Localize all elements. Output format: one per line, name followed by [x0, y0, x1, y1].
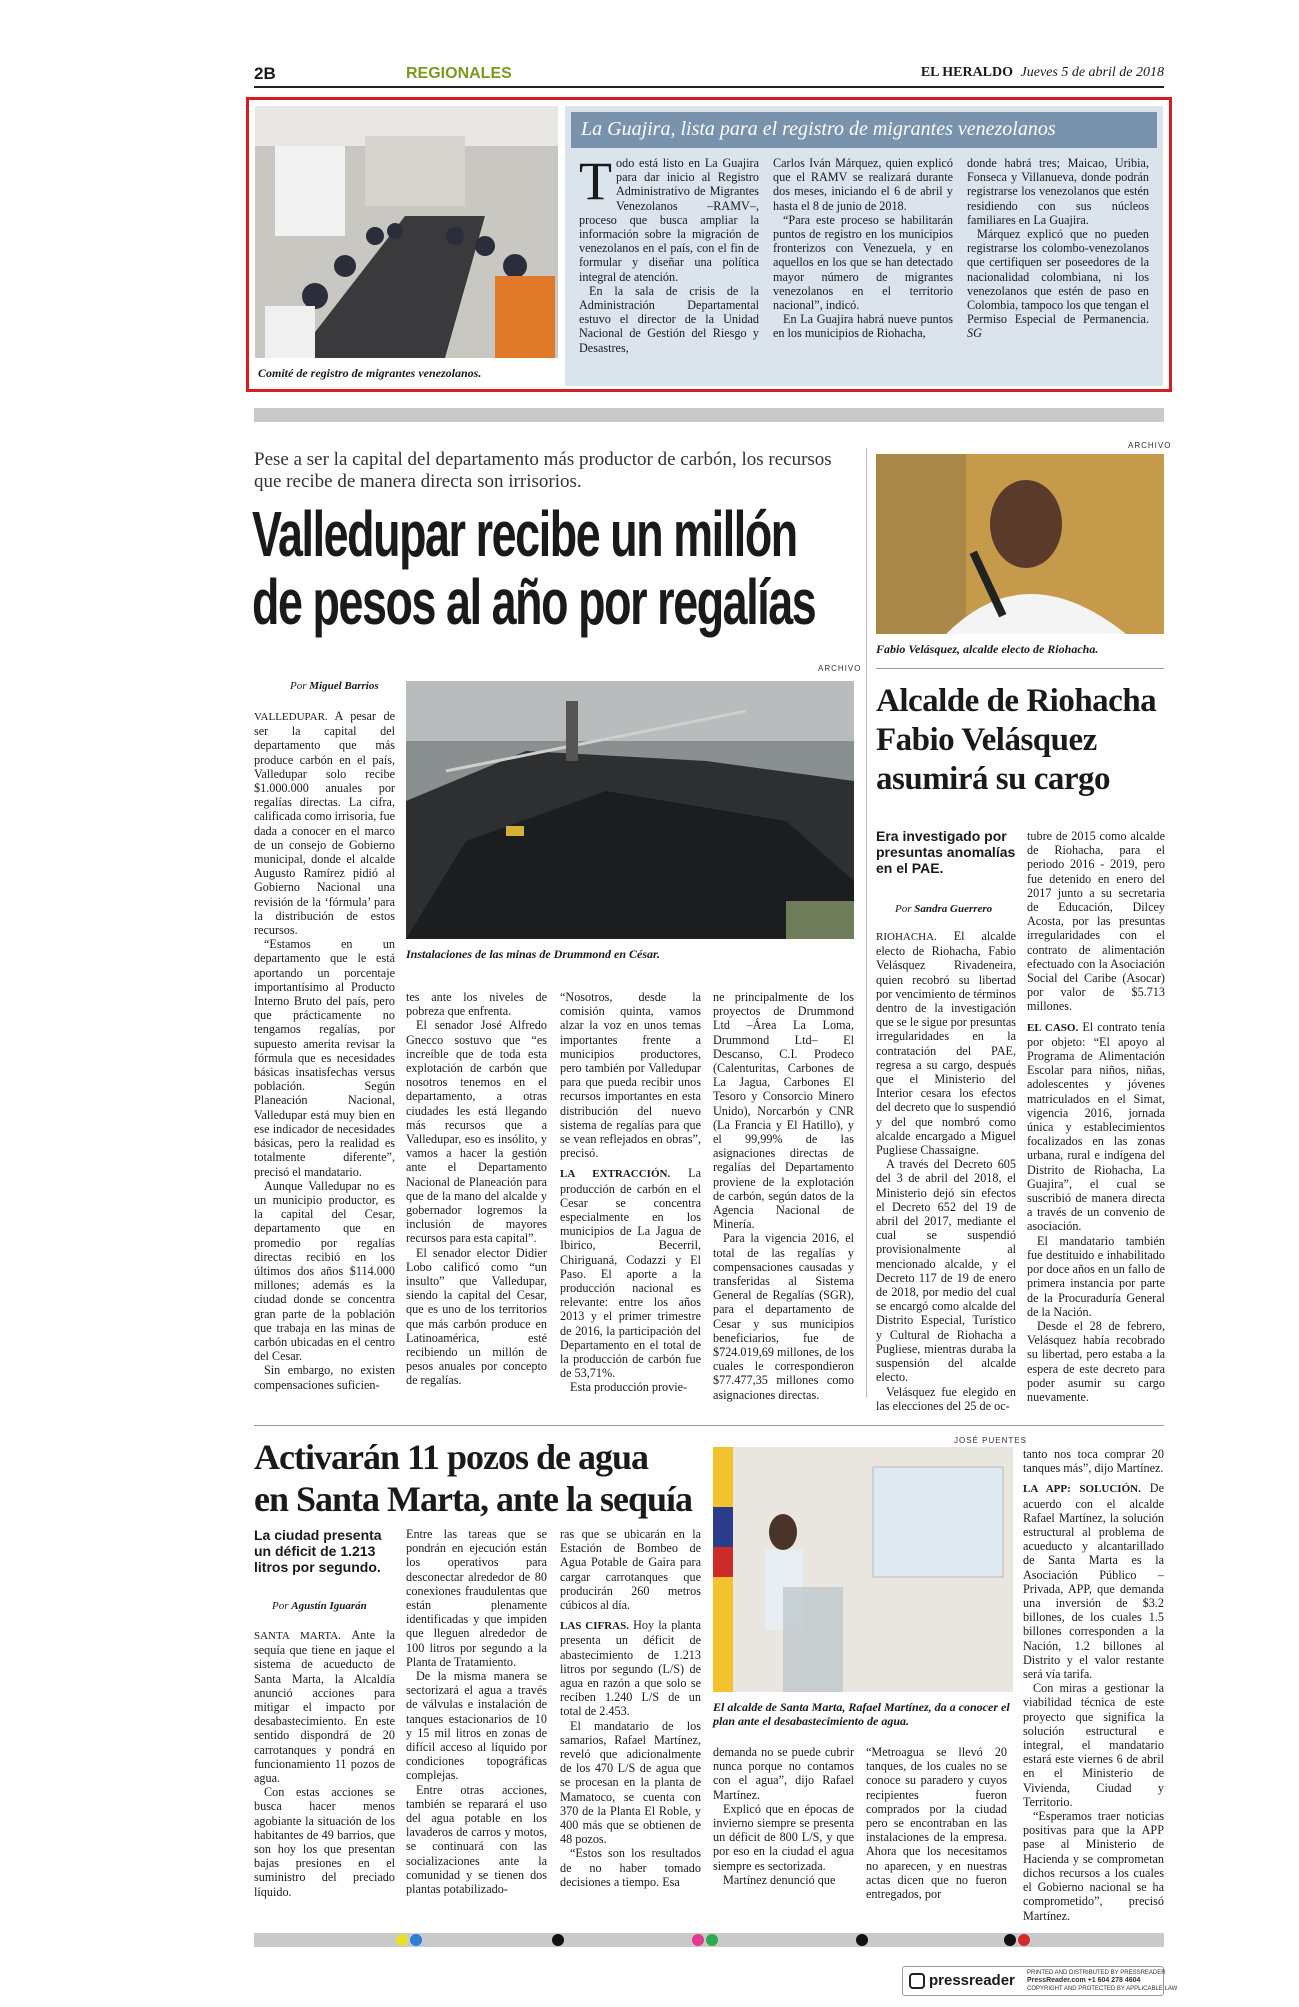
section-name: REGIONALES — [406, 65, 512, 82]
page-header — [254, 62, 1164, 88]
valledupar-col-3: “Nosotros, desde la comisión quinta, vamos alzar la voz en unos temas importantes frente a municipios productores, pero también por Valledupar para que pueda recibir unos recursos importantes en esta distribución del nuevo sistema de regalías para que se vean reflejados en obras”, precisó. LA EXTRACCIÓN. La producción de carbón en el Cesar se concentra especialmente en los municipios de La Jagua de Ibirico, Becerril, Chiriguaná, Codazzi y El Paso. El aporte a la producción nacional es relevante: entre los años 2013 y el primer trimestre de 2016, la participación del Departamento en el total de la producción de carbón fue de 53,71%. Esta producción provie- — [560, 990, 701, 1395]
santa-marta-col-1: SANTA MARTA. Ante la sequía que tiene en jaque el sistema de acueducto de Santa Marta, la Alcaldía anunció acciones para mitigar el impacto por desabastecimiento. En este sentido dispondrá de 20 carrotanques y pondrá en funcionamiento 11 pozos de agua. Con estas acciones se busca hacer menos agobiante la situación de los habitantes de 49 barrios, que son hoy los que presentan bajas presiones en el suministro del preciado líquido. — [254, 1628, 395, 1899]
newspaper-name: EL HERALDO — [920, 65, 1014, 80]
guajira-dropcap: T — [579, 151, 612, 211]
guajira-signature: SG — [967, 326, 982, 341]
registration-dot-green — [706, 1934, 718, 1946]
valledupar-photo-caption: Instalaciones de las minas de Drummond en César. — [406, 947, 661, 961]
santa-marta-col-6: tanto nos toca comprar 20 tanques más”, dijo Martínez. LA APP: SOLUCIÓN. De acuerdo con el alcalde Rafael Martínez, la solución estructural al problema de acueducto y alcantarillado de Santa Marta es la Asociación Público – Privada, APP, que demanda una inversión de $3.2 billones, de los cuales 1.5 billones corresponden a la Nación, 1.2 billones al Distrito y el valor restante será vía tarifa. Con miras a gestionar la viabilidad técnica de este proyecto que significa la solución estructural e integral, el mandatario estará este viernes 6 de abril en el Ministerio de Vivienda, Ciudad y Territorio. “Esperamos traer noticias positivas para que la APP pase al Ministerio de Hacienda y se comprometan dichos recursos a los cuales el Gobierno nacional se ha comprometido”, precisó Martínez. — [1023, 1447, 1165, 1923]
riohacha-headline-rule — [876, 668, 1164, 669]
valledupar-headline-line2: de pesos al año por regalías — [252, 566, 816, 638]
valledupar-headline-line1: Valledupar recibe un millón — [252, 500, 797, 570]
santa-marta-byline: Por Agustín Iguarán — [272, 1600, 367, 1612]
section-divider-1 — [254, 408, 1164, 422]
santa-marta-col-4: demanda no se puede cubrir nunca porque no contamos con el agua”, dijo Rafael Martínez. Explicó que en épocas de invierno siempre se presenta un déficit de 800 L/S, y que por eso en la ciudad el agua siempre es sectorizada. Martínez denunció que — [713, 1745, 854, 1887]
coal-mine-illustration — [406, 681, 854, 939]
masthead — [921, 65, 1164, 81]
registration-dot-red — [1018, 1934, 1030, 1946]
santa-marta-headline-line1: Activarán 11 pozos de agua — [254, 1437, 649, 1477]
santa-marta-subhead-1: LAS CIFRAS. — [560, 1620, 629, 1633]
valledupar-dateline: VALLEDUPAR. — [254, 711, 328, 723]
pressreader-logo-icon — [909, 1973, 925, 1989]
pressreader-badge[interactable] — [902, 1966, 1178, 1996]
riohacha-photo — [876, 454, 1164, 634]
valledupar-photo — [406, 681, 854, 939]
guajira-photo-caption: Comité de registro de migrantes venezolanos. — [258, 366, 482, 380]
portrait-illustration — [876, 454, 1164, 634]
guajira-col-3: donde habrá tres; Maicao, Uribia, Fonseca y Villanueva, donde podrán registrarse los venezolanos que estén residiendo con sus núcleos familiares en La Guajira. Márquez explicó que no pueden registrarse los colombo-venezolanos que certifiquen ser poseedores de la nacionalidad colombiana, ni los venezolanos que estén de paso en Colombia, tampoco los que tengan el Permiso Especial de Permanencia. SG — [967, 156, 1149, 341]
guajira-box — [246, 97, 1172, 392]
santa-marta-headline-line2: en Santa Marta, ante la sequía — [254, 1479, 692, 1519]
santa-marta-col-2: Entre las tareas que se pondrán en ejecución están los operativos para desconectar alrededor de 80 conexiones fraudulentas que están plenamente identificadas y que impiden que lleguen alrededor de 100 litros por segundo a la Planta de Tratamiento. De la misma manera se sectorizará el agua a través de válvulas e instalación de tanques estacionarios de 10 y 15 mil litros en zonas de difícil acceso al líquido por condiciones topográficas complejas. Entre otras acciones, también se reparará el uso del agua potable en los lavaderos de carros y motos, se continuará con las socializaciones ante la comunidad y se tienen dos plantas potabilizado- — [406, 1527, 547, 1897]
guajira-title: La Guajira, lista para el registro de migrantes venezolanos — [581, 118, 1056, 140]
meeting-photo-illustration — [255, 106, 558, 358]
santa-marta-subhead-2: LA APP: SOLUCIÓN. — [1023, 1483, 1141, 1496]
registration-dot-blue — [410, 1934, 422, 1946]
valledupar-headline — [252, 500, 872, 650]
issue-date: Jueves 5 de abril de 2018 — [1020, 65, 1164, 80]
registration-dot-black-1 — [552, 1934, 564, 1946]
riohacha-subhead: EL CASO. — [1027, 1021, 1079, 1034]
valledupar-byline: Por Miguel Barrios — [290, 680, 379, 692]
header-rule — [254, 86, 1164, 88]
riohacha-col-2: tubre de 2015 como alcalde de Riohacha, para el periodo 2016 - 2019, pero fue detenido en enero del 2017 junto a su secretaria de Educación, Dilcey Acosta, por las presuntas irregularidades con el contrato de alimentación efectuado con la Asociación Social del Caribe (Asocar) por valor de $5.713 millones. EL CASO. El contrato tenía por objeto: “El apoyo al Programa de Alimentación Escolar para niños, niñas, adolescentes y jóvenes matriculados en el Simat, vigencia 2016, jornada única y establecimientos focalizados en las zonas urbana, rural e indígena del Distrito de Riohacha, La Guajira”, el cual se suscribió de manera directa a través de un convenio de asociación. El mandatario también fue destituido e inhabilitado por doce años en un fallo de primera instancia por parte de la Procuraduría General de la Nación. Desde el 28 de febrero, Velásquez había recobrado su libertad, pero estaba a la espera de este decreto para poder asumir su cargo nuevamente. — [1027, 829, 1166, 1404]
pressreader-brand: pressreader — [929, 1972, 1015, 1989]
section-divider-2 — [254, 1425, 1164, 1426]
riohacha-headline: Alcalde de Riohacha Fabio Velásquez asumirá su cargo — [876, 683, 1157, 797]
guajira-col-2: Carlos Iván Márquez, quien explicó que el RAMV se realizará durante dos meses, iniciando el 6 de abril y hasta el 8 de junio de 2018. “Para este proceso se habilitarán puntos de registro en los municipios fronterizos con Venezuela, y en aquellos en los que se han detectado mayor número de migrantes venezolanos en el territorio nacional”, indicó. En La Guajira habrá nueve puntos en los municipios de Riohacha, — [773, 156, 953, 341]
valledupar-kicker: Pese a ser la capital del departamento más productor de carbón, los recursos que recibe de manera directa son irrisorios. — [254, 449, 832, 492]
santa-marta-headline — [254, 1436, 714, 1520]
riohacha-photo-caption: Fabio Velásquez, alcalde electo de Riohacha. — [876, 642, 1099, 656]
valledupar-subhead: LA EXTRACCIÓN. — [560, 1168, 671, 1181]
registration-dot-black-2 — [856, 1934, 868, 1946]
santa-marta-col-5: “Metroagua se llevó 20 tanques, de los cuales no se conoce su paradero y cuyos recipientes fueron comprados por la ciudad pero se encontraban en las instalaciones de la empresa. Ahora que los necesitamos no aparecen, y en nuestras actas dicen que no fueron entregados, por — [866, 1745, 1007, 1902]
valledupar-col-1: VALLEDUPAR. A pesar de ser la capital del departamento que más produce carbón en el país, Valledupar solo recibe $1.000.000 anuales por regalías directas. La cifra, calificada como irrisoria, fue dada a conocer en el marco de un consejo de Gobierno municipal, donde el alcalde Augusto Ramírez pidió al Gobierno Nacional una revisión de la ‘fórmula’ para la distribución de estos recursos. “Estamos en un departamento que le está aportando un porcentaje importantísimo al Producto Interno Bruto del país, pero que prácticamente no tengamos regalías, por supuesto amerita revisar la fórmula que es necesidades básicas insatisfechas versus población. Según Planeación Nacional, Valledupar está muy bien en ese indicador de necesidades básicas, pero la realidad es totalmente diferente”, precisó el mandatario. Aunque Valledupar no es un municipio productor, es la capital del Cesar, departamento que en promedio por regalías directas recibió en los últimos dos años $114.000 millones; además es la ciudad donde se concentra gran parte de la población que trabaja en las minas de carbón ubicadas en el centro del Cesar. Sin embargo, no existen compensaciones suficien- — [254, 709, 395, 1392]
valledupar-col-4: ne principalmente de los proyectos de Drummond Ltd –Área La Loma, Drummond Ltd– El Descanso, C.I. Prodeco (Calenturitas, Carbones de La Jagua, Carbones El Tesoro y Consorcio Minero Unido), Norcarbón y CNR (La Francia y El Hatillo), y el 99,99% de las asignaciones directas de regalías del Departamento proviene de la explotación de carbón, según datos de la Agencia Nacional de Minería. Para la vigencia 2016, el total de las regalías y compensaciones causadas y transferidas al Sistema General de Regalías (SGR), para el departamento de Cesar y sus municipios beneficiarios, fue de $724.019,69 millones, de los cuales le correspondieron $77.477,35 millones como asignaciones directas. — [713, 990, 854, 1402]
guajira-title-bar — [571, 112, 1157, 148]
registration-dot-black-3 — [1004, 1934, 1016, 1946]
riohacha-byline: Por Sandra Guerrero — [895, 903, 993, 915]
valledupar-col-2: tes ante los niveles de pobreza que enfrenta. El senador José Alfredo Gnecco sostuvo que “es increíble que de toda esta explotación de carbón que nosotros tenemos en el departamento, a otras ciudades les está llegando más recursos que a Valledupar, eso es insólito, y vamos a hacer la gestión ante el Departamento Nacional de Planeación para que de la mano del alcalde y gobernador logremos la inclusión de mayores recursos para esta capital”. El senador elector Didier Lobo calificó como “un insulto” que Valledupar, siendo la capital del Cesar, que es uno de los territorios que más carbón produce en Latinoamérica, esté recibiendo un millón de pesos anuales por concepto de regalías. — [406, 990, 547, 1388]
riohacha-deck: Era investigado por presuntas anomalías en el PAE. — [876, 828, 1016, 876]
guajira-text-panel — [565, 106, 1163, 386]
page-number: 2B — [254, 64, 276, 83]
santa-marta-col-3: ras que se ubicarán en la Estación de Bombeo de Agua Potable de Gaira para cargar carrotanques que producirán 260 metros cúbicos al día. LAS CIFRAS. Hoy la planta presenta un déficit de abastecimiento de 1.213 litros por segundo (L/S) de agua en razón a que solo se reciben 1.240 L/S de un total de 2.453. El mandatario de los samarios, Rafael Martínez, reveló que adicionalmente de los 470 L/S de agua que se procesan en la planta de Mamatoco, se cuenta con 370 de la Planta El Roble, y 400 más que se obtienen de 48 pozos. “Estos son los resultados de no haber tomado decisiones a tiempo. Esa — [560, 1527, 701, 1889]
valledupar-photo-credit: ARCHIVO — [818, 664, 862, 673]
santa-marta-photo — [713, 1447, 1013, 1692]
santa-marta-dateline: SANTA MARTA. — [254, 1630, 341, 1642]
press-conference-illustration — [713, 1447, 1013, 1692]
riohacha-photo-credit: ARCHIVO — [1128, 441, 1172, 450]
registration-dot-yellow — [396, 1934, 408, 1946]
registration-bar — [254, 1933, 1164, 1947]
santa-marta-photo-credit: JOSÉ PUENTES — [954, 1436, 1027, 1445]
santa-marta-photo-caption: El alcalde de Santa Marta, Rafael Martínez, da a conocer el plan ante el desabastecimiento de agua. — [713, 1700, 1010, 1728]
pressreader-legal: PRINTED AND DISTRIBUTED BY PRESSREADER PressReader.com +1 604 278 4604 COPYRIGHT AND PROTECTED BY APPLICABLE LAW — [1027, 1970, 1178, 1992]
guajira-col-1: T odo está listo en La Guajira para dar inicio al Registro Administrativo de Migrantes Venezolanos –RAMV–, proceso que busca ampliar la información sobre la migración de venezolanos en el país, con el fin de formular y diseñar una política integral de atención. En la sala de crisis de la Administración Departamental estuvo el director de la Unidad Nacional de Gestión del Riesgo y Desastres, — [579, 151, 759, 355]
riohacha-dateline: RIOHACHA. — [876, 931, 937, 943]
registration-dot-magenta — [692, 1934, 704, 1946]
column-divider — [866, 448, 867, 1398]
guajira-photo — [255, 106, 558, 358]
riohacha-col-1: RIOHACHA. El alcalde electo de Riohacha, Fabio Velásquez Rivadeneira, quien recobró su libertad por vencimiento de términos dentro de la investigación que se le sigue por presuntas irregularidades en la contratación del PAE, regresa a su cargo, después que el Ministerio del Interior cesara los efectos del decreto que lo suspendió y del que nombró como alcalde encargado a Miguel Pugliese Chassaigne. A través del Decreto 605 del 3 de abril del 2018, el Ministerio dejó sin efectos el Decreto 652 del 19 de abril del 2017, mediante el cual se suspendió provisionalmente al mencionado alcalde, y el Decreto 117 de 19 de enero de 2018, por medio del cual se encargó como alcalde del Distrito Especial, Turístico y Cultural de Riohacha a Pugliese, mientras duraba la suspensión del alcalde electo. Velásquez fue elegido en las elecciones del 25 de oc- — [876, 929, 1016, 1413]
santa-marta-deck: La ciudad presenta un déficit de 1.213 litros por segundo. — [254, 1527, 382, 1575]
